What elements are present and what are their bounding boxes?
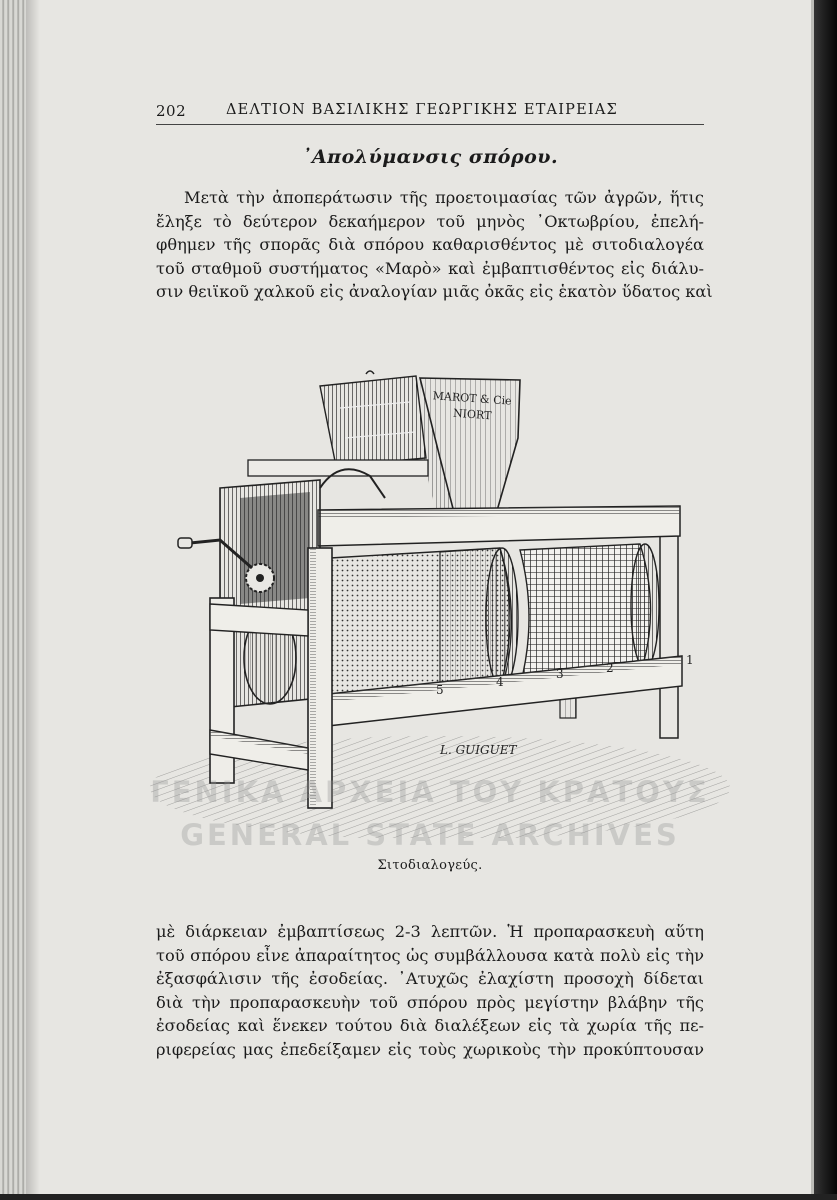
paragraph-line: ἐξασφάλισιν τῆς ἐσοδείας. ᾿Ατυχῶς ἐλαχίστη προσοχὴ δίδεται xyxy=(156,969,704,989)
binding-shadow xyxy=(26,0,40,1200)
paragraph-line: διὰ τὴν προπαρασκευὴν τοῦ σπόρου πρὸς μεγίστην βλάβην τῆς xyxy=(156,992,704,1012)
drum-number: 5 xyxy=(436,683,444,697)
drum-number: 1 xyxy=(686,653,694,667)
hopper-inscription: MAROT & Cie xyxy=(432,389,513,408)
paragraph-line: Μετὰ τὴν ἀποπεράτωσιν τῆς προετοιμασίας τῶν ἀγρῶν, ἥτις xyxy=(184,188,704,207)
drum-number: 3 xyxy=(556,667,564,681)
paragraph-line: σιν θειϊκοῦ χαλκοῦ εἰς ἀναλογίαν μιᾶς ὀκᾶς εἰς ἑκατὸν ὕδατος καὶ xyxy=(156,282,713,302)
watermark-greek: ΓΕΝΙΚΑ ΑΡΧΕΙΑ ΤΟΥ ΚΡΑΤΟΥΣ xyxy=(150,775,710,809)
back-leg xyxy=(660,528,678,738)
paragraph-line: ἐσοδείας καὶ ἕνεκεν τούτου διὰ διαλέξεων εἰς τὰ χωρία τῆς πε- xyxy=(156,1016,704,1036)
paragraph-line: μὲ διάρκειαν ἐμβαπτίσεως 2-3 λεπτῶν. Ἡ προπαρασκευὴ αὕτη xyxy=(156,922,704,941)
feed-tray xyxy=(320,376,426,466)
paragraph-line: ριφερείας μας ἐπεδείξαμεν εἰς τοὺς χωρικοὺς τὴν προκύπτουσαν xyxy=(156,1039,704,1059)
seed-sorter-illustration xyxy=(140,368,730,838)
drum-ring xyxy=(486,548,518,688)
top-crossbar xyxy=(248,460,428,476)
hopper-inscription: NIORT xyxy=(452,406,492,423)
engraver-signature: L. GUIGUET xyxy=(440,743,517,757)
running-title: ΔΕΛΤΙΟΝ ΒΑΣΙΛΙΚΗΣ ΓΕΩΡΓΙΚΗΣ ΕΤΑΙΡΕΙΑΣ xyxy=(226,102,618,118)
paragraph-line: τοῦ σταθμοῦ συστήματος «Μαρὸ» καὶ ἐμβαπτισθέντος εἰς διάλυ- xyxy=(156,258,704,278)
archive-watermark xyxy=(150,775,710,852)
paragraph-line: φθημεν τῆς σπορᾶς διὰ σπόρου καθαρισθέντος μὲ σιτοδιαλογέα xyxy=(156,235,704,255)
paragraph-2 xyxy=(156,920,704,1062)
drum-number: 4 xyxy=(496,675,504,689)
side-rail xyxy=(210,604,308,636)
drum-number: 2 xyxy=(606,661,614,675)
seed-sorter-engraving xyxy=(140,368,730,838)
paragraph-line: ἔληξε τὸ δεύτερον δεκαήμερον τοῦ μηνὸς ᾿Οκτωβρίου, ἐπελή- xyxy=(156,211,704,231)
paragraph-line: τοῦ σπόρου εἶνε ἀπαραίτητος ὡς συμβάλλουσα κατὰ πολὺ εἰς τὴν xyxy=(156,945,704,965)
drum-end xyxy=(631,544,659,668)
book-binding-edge xyxy=(0,0,26,1200)
scanner-margin xyxy=(811,0,837,1200)
figure-caption: Σιτοδιαλογεύς. xyxy=(377,858,483,873)
page-header xyxy=(156,100,704,125)
section-title: ᾿Απολύμανσις σπόρου. xyxy=(301,146,559,168)
paragraph-1 xyxy=(156,186,713,304)
page-number: 202 xyxy=(156,102,187,120)
scanner-bottom-margin xyxy=(0,1194,837,1200)
watermark-english: GENERAL STATE ARCHIVES xyxy=(180,818,680,852)
